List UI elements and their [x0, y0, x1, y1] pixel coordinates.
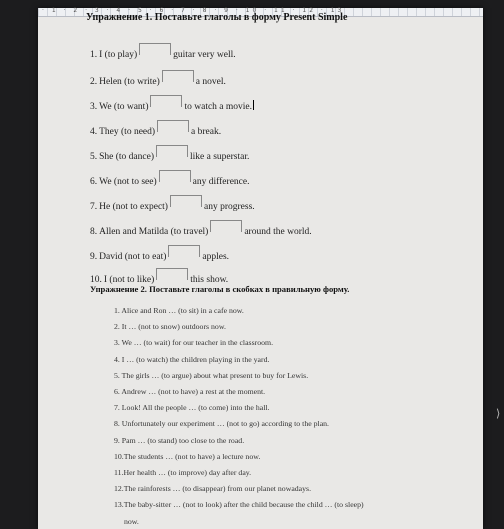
item-prompt: He (not to expect)	[99, 202, 168, 212]
item-number: 3.	[90, 102, 98, 112]
item-prompt: Helen (to write)	[99, 77, 160, 87]
ruler-numbers: · 1 · 2 · 3 · 4 · 5 · 6 · 7 · 8 · 9 · 10 · 11 · 12 · 13	[42, 7, 345, 14]
item-continuation: any difference.	[192, 177, 250, 187]
exercise2-item: now.	[124, 516, 139, 526]
mouse-cursor-icon: ⟩	[496, 407, 501, 420]
exercise1-item	[90, 170, 249, 187]
item-prompt: We (not to see)	[99, 177, 157, 187]
exercise2-item: 4. I … (to watch) the children playing in the yard.	[114, 354, 270, 364]
exercise1-item	[90, 268, 228, 285]
answer-blank[interactable]	[210, 220, 242, 232]
item-number: 8.	[90, 227, 98, 237]
item-continuation: a break.	[191, 127, 222, 137]
item-number: 6.	[90, 177, 98, 187]
exercise1-item	[90, 43, 236, 60]
exercise2-item: 2. It … (not to snow) outdoors now.	[114, 322, 226, 332]
item-prompt: We (to want)	[99, 102, 149, 112]
answer-blank[interactable]	[162, 70, 194, 82]
item-continuation: like a superstar.	[190, 152, 250, 162]
exercise1-item	[90, 220, 312, 237]
exercise2-item: 10.The students … (not to have) a lecture now.	[114, 451, 261, 461]
item-continuation: a novel.	[195, 77, 226, 87]
item-prompt: She (to dance)	[99, 152, 154, 162]
item-continuation: this show.	[190, 275, 229, 285]
item-number: 5.	[90, 152, 98, 162]
exercise2-item: 7. Look! All the people … (to come) into the hall.	[114, 403, 270, 413]
answer-blank[interactable]	[156, 145, 188, 157]
answer-blank[interactable]	[156, 268, 188, 280]
exercise2-item: 12.The rainforests … (to disappear) from our planet nowadays.	[114, 484, 312, 494]
exercise1-item	[90, 95, 254, 112]
exercise1-item	[90, 145, 249, 162]
answer-blank[interactable]	[170, 195, 202, 207]
item-prompt: They (to need)	[99, 127, 156, 137]
answer-blank[interactable]	[168, 245, 200, 257]
item-number: 10.	[90, 275, 102, 285]
exercise1-item	[90, 245, 229, 262]
item-number: 4.	[90, 127, 98, 137]
exercise2-item: 3. We … (to wait) for our teacher in the classroom.	[114, 338, 274, 348]
item-number: 9.	[90, 252, 98, 262]
document-page	[38, 7, 501, 529]
answer-blank[interactable]	[150, 95, 182, 107]
exercise2-item: 8. Unfortunately our experiment … (not to go) according to the plan.	[114, 419, 330, 429]
exercise2-item: 13.The baby-sitter … (not to look) after the child because the child … (to sleep)	[114, 500, 364, 510]
item-number: 1.	[90, 50, 98, 60]
exercise1-item	[90, 70, 226, 87]
item-prompt: David (not to eat)	[99, 252, 167, 262]
exercise2-title: Упражнение 2. Поставьте глаголы в скобках в правильную форму.	[90, 284, 350, 294]
exercise1-item	[90, 120, 221, 137]
item-continuation: apples.	[202, 252, 230, 262]
exercise2-item: 9. Pam … (to stand) too close to the road.	[114, 435, 245, 445]
answer-blank[interactable]	[157, 120, 189, 132]
exercise2-item: 1. Alice and Ron … (to sit) in a cafe now.	[114, 306, 244, 315]
answer-blank[interactable]	[159, 170, 191, 182]
answer-blank[interactable]	[139, 43, 171, 55]
item-number: 7.	[90, 202, 98, 212]
exercise1-item	[90, 195, 255, 212]
exercise2-item: 5. The girls … (to argue) about what present to buy for Lewis.	[114, 370, 309, 380]
exercise1-title: Упражнение 1. Поставьте глаголы в форму Present Simple	[86, 12, 348, 23]
text-cursor	[253, 100, 254, 110]
item-prompt: Allen and Matilda (to travel)	[99, 227, 209, 237]
exercise2-item: 11.Her health … (to improve) day after day.	[114, 468, 252, 477]
item-continuation: any progress.	[203, 202, 255, 212]
item-prompt: I (not to like)	[103, 275, 155, 285]
item-prompt: I (to play)	[99, 50, 138, 60]
item-number: 2.	[90, 77, 98, 87]
item-continuation: to watch a movie.	[184, 102, 253, 112]
item-continuation: guitar very well.	[173, 50, 236, 60]
exercise2-item: 6. Andrew … (not to have) a rest at the moment.	[114, 387, 266, 396]
item-continuation: around the world.	[244, 227, 312, 237]
